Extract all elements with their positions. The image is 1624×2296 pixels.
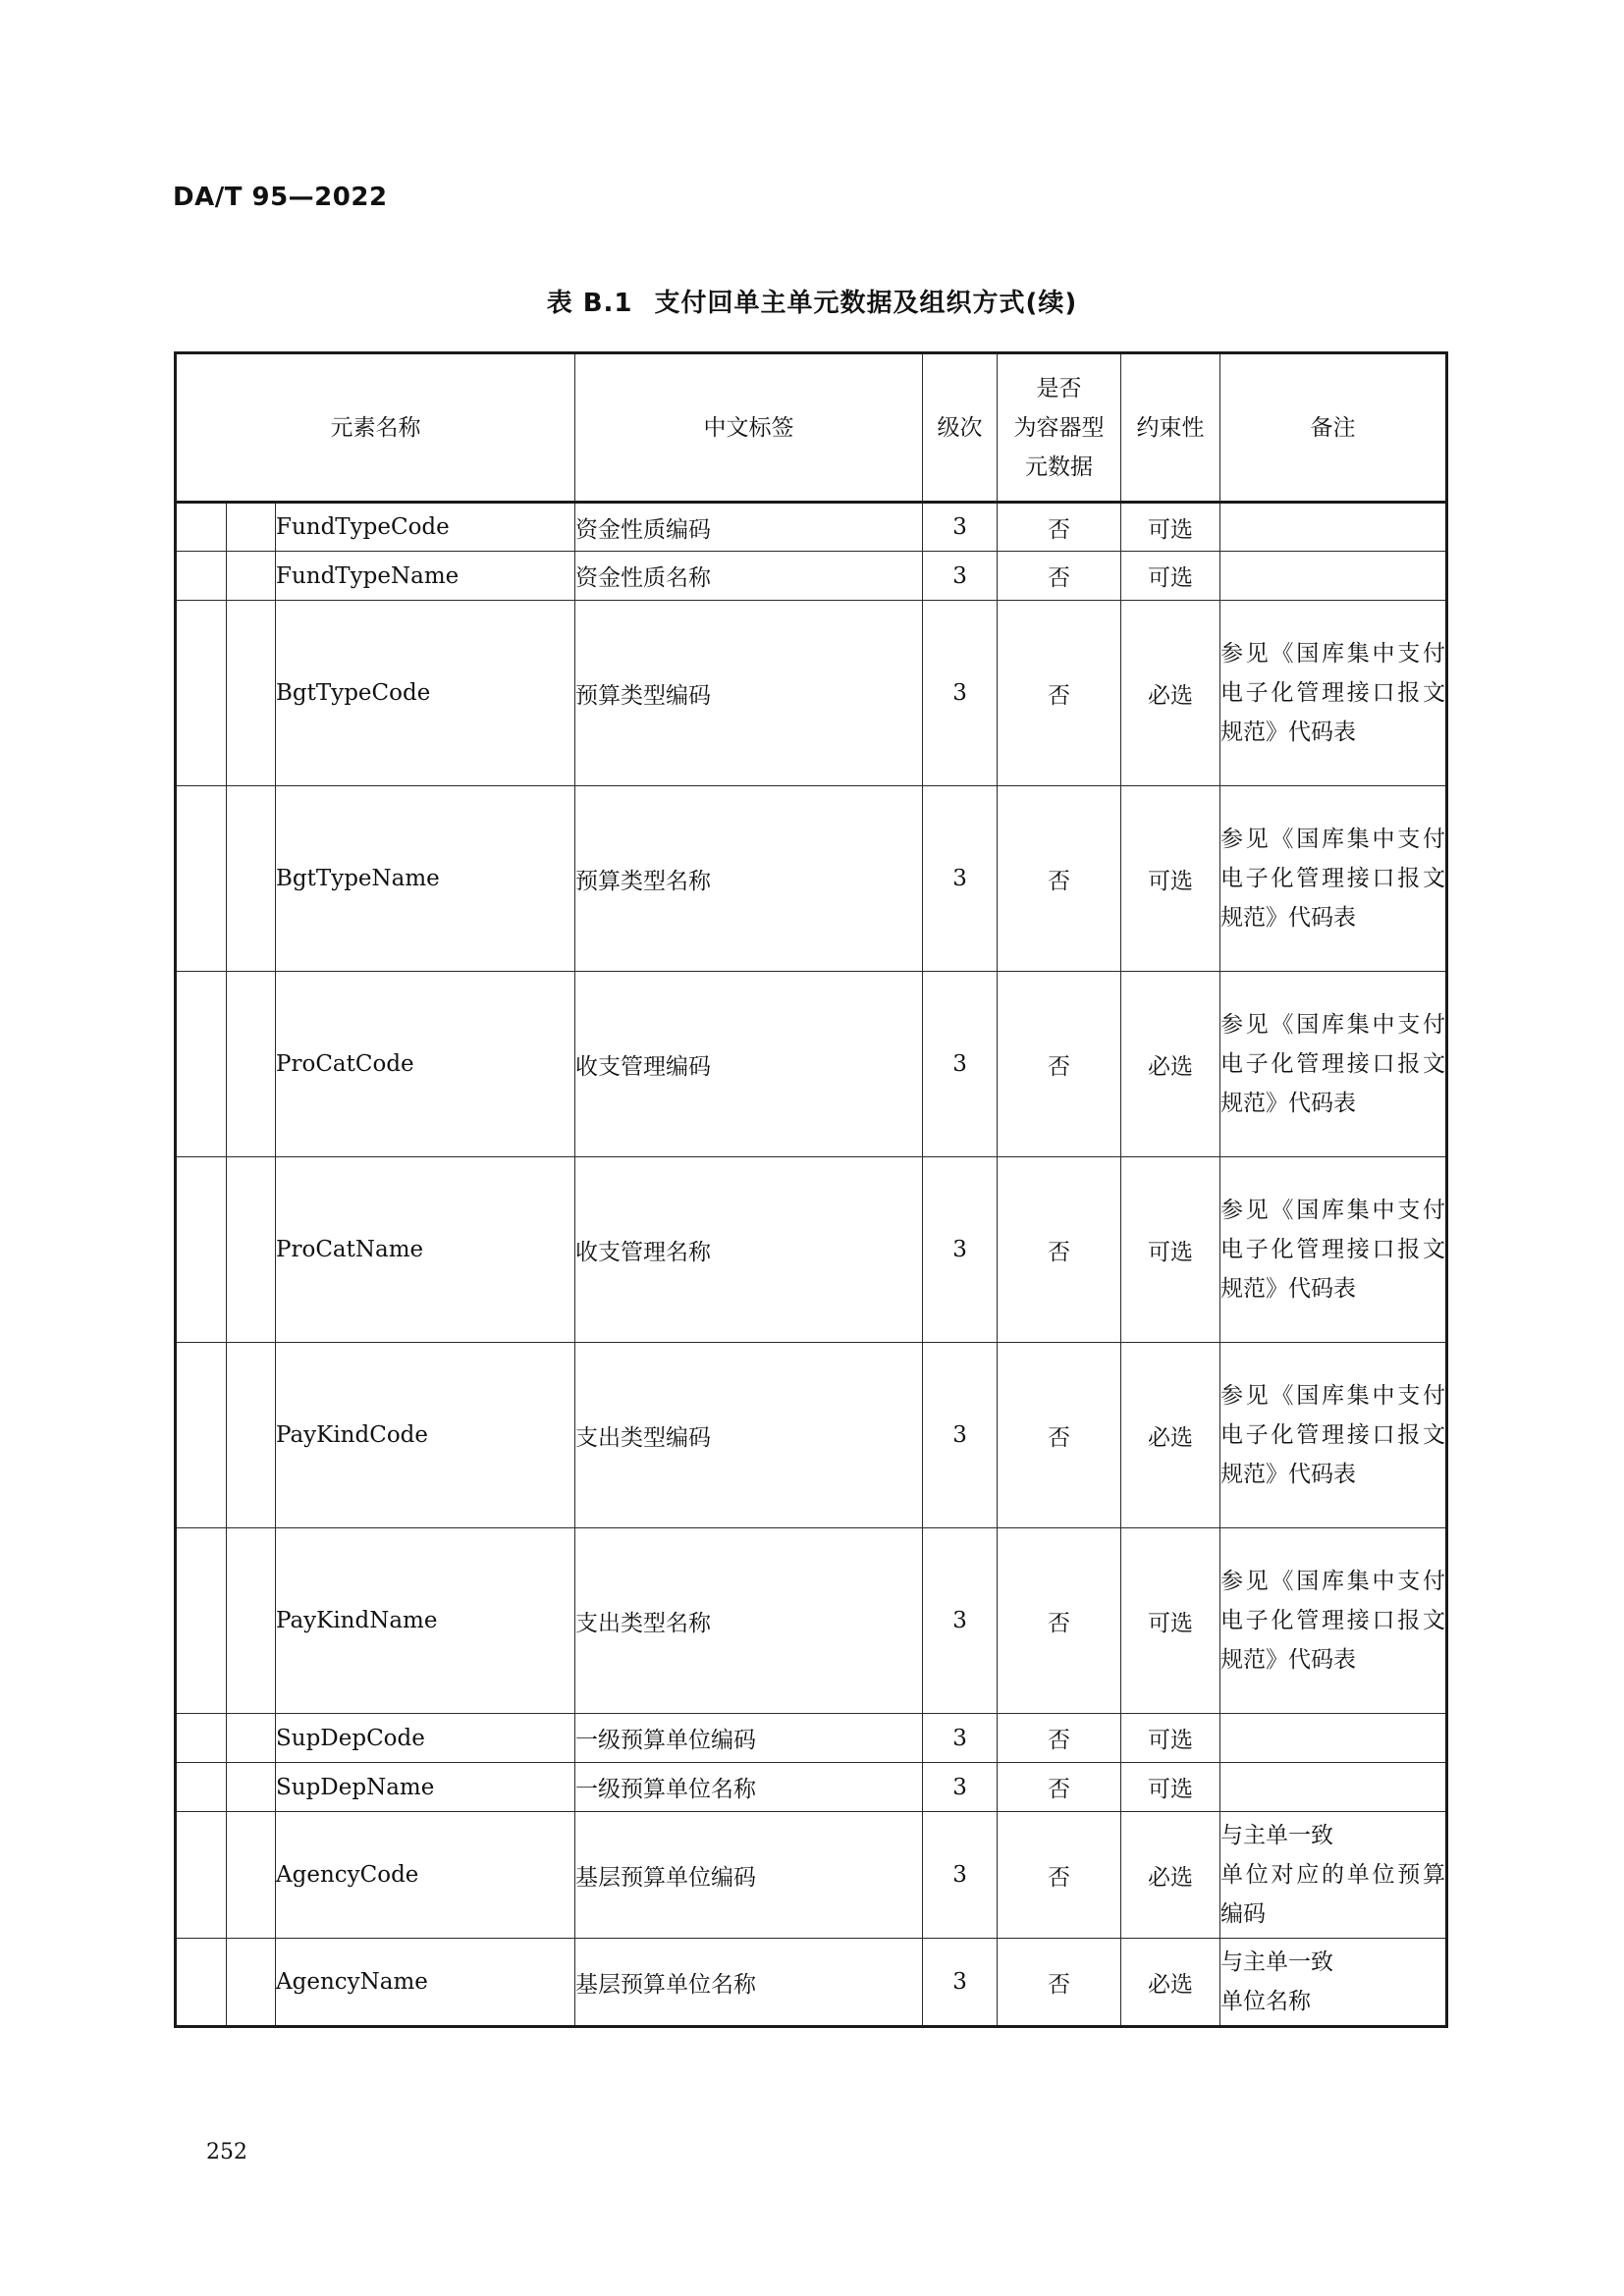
header-chinese-label: 中文标签 (575, 353, 923, 503)
header-level: 级次 (923, 353, 998, 503)
level-cell: 3 (923, 972, 998, 1157)
level-cell: 3 (923, 1812, 998, 1939)
element-name-cell: ProCatName (276, 1157, 575, 1343)
table-header-row (176, 353, 1447, 503)
constraint-cell: 可选 (1121, 552, 1220, 601)
chinese-label-cell: 一级预算单位编码 (575, 1714, 923, 1763)
indent-cell-1 (176, 601, 227, 786)
chinese-label-cell: 收支管理名称 (575, 1157, 923, 1343)
remark-cell (1220, 552, 1447, 601)
indent-cell-2 (227, 1763, 276, 1812)
level-cell: 3 (923, 786, 998, 972)
remark-cell: 参见《国库集中支付电子化管理接口报文规范》代码表 (1220, 972, 1447, 1157)
indent-cell-1 (176, 1343, 227, 1528)
metadata-table (174, 351, 1448, 2028)
indent-cell-2 (227, 1343, 276, 1528)
is-container-cell: 否 (998, 1763, 1121, 1812)
table-row (176, 601, 1447, 786)
indent-cell-1 (176, 552, 227, 601)
level-cell: 3 (923, 552, 998, 601)
remark-cell: 参见《国库集中支付电子化管理接口报文规范》代码表 (1220, 1157, 1447, 1343)
constraint-cell: 可选 (1121, 1763, 1220, 1812)
header-constraint: 约束性 (1121, 353, 1220, 503)
element-name-cell: PayKindName (276, 1528, 575, 1714)
chinese-label-cell: 一级预算单位名称 (575, 1763, 923, 1812)
is-container-cell: 否 (998, 1714, 1121, 1763)
constraint-cell: 可选 (1121, 503, 1220, 552)
table-row (176, 1528, 1447, 1714)
remark-cell (1220, 1714, 1447, 1763)
header-is-container-line1: 是否 (1036, 375, 1082, 401)
chinese-label-cell: 支出类型名称 (575, 1528, 923, 1714)
remark-cell: 参见《国库集中支付电子化管理接口报文规范》代码表 (1220, 1343, 1447, 1528)
indent-cell-2 (227, 1812, 276, 1939)
indent-cell-2 (227, 1939, 276, 2027)
constraint-cell: 可选 (1121, 786, 1220, 972)
header-is-container-line2: 为容器型 (1013, 414, 1105, 441)
remark-cell: 与主单一致 单位名称 (1220, 1939, 1447, 2027)
level-cell: 3 (923, 1157, 998, 1343)
level-cell: 3 (923, 601, 998, 786)
element-name-cell: BgtTypeName (276, 786, 575, 972)
element-name-cell: FundTypeCode (276, 503, 575, 552)
is-container-cell: 否 (998, 552, 1121, 601)
indent-cell-1 (176, 1714, 227, 1763)
constraint-cell: 必选 (1121, 1343, 1220, 1528)
header-remark: 备注 (1220, 353, 1447, 503)
is-container-cell: 否 (998, 1157, 1121, 1343)
document-code: DA/T 95—2022 (173, 183, 388, 212)
is-container-cell: 否 (998, 972, 1121, 1157)
chinese-label-cell: 预算类型名称 (575, 786, 923, 972)
indent-cell-2 (227, 1714, 276, 1763)
table-row (176, 1343, 1447, 1528)
level-cell: 3 (923, 1528, 998, 1714)
constraint-cell: 可选 (1121, 1528, 1220, 1714)
is-container-cell: 否 (998, 503, 1121, 552)
remark-cell (1220, 1763, 1447, 1812)
element-name-cell: SupDepName (276, 1763, 575, 1812)
indent-cell-2 (227, 1528, 276, 1714)
constraint-cell: 必选 (1121, 601, 1220, 786)
table-row (176, 552, 1447, 601)
element-name-cell: ProCatCode (276, 972, 575, 1157)
table-body (176, 503, 1447, 2027)
level-cell: 3 (923, 1714, 998, 1763)
constraint-cell: 可选 (1121, 1157, 1220, 1343)
table-row (176, 1714, 1447, 1763)
header-element-name: 元素名称 (176, 353, 575, 503)
indent-cell-1 (176, 503, 227, 552)
constraint-cell: 可选 (1121, 1714, 1220, 1763)
indent-cell-2 (227, 601, 276, 786)
indent-cell-2 (227, 552, 276, 601)
constraint-cell: 必选 (1121, 972, 1220, 1157)
indent-cell-2 (227, 786, 276, 972)
remark-cell (1220, 503, 1447, 552)
element-name-cell: PayKindCode (276, 1343, 575, 1528)
table-row (176, 1812, 1447, 1939)
table-row (176, 1939, 1447, 2027)
element-name-cell: AgencyCode (276, 1812, 575, 1939)
table-row (176, 1763, 1447, 1812)
indent-cell-1 (176, 1939, 227, 2027)
table-row (176, 1157, 1447, 1343)
element-name-cell: FundTypeName (276, 552, 575, 601)
is-container-cell: 否 (998, 1812, 1121, 1939)
is-container-cell: 否 (998, 1343, 1121, 1528)
indent-cell-2 (227, 503, 276, 552)
table-title (0, 283, 1624, 319)
table-row (176, 786, 1447, 972)
is-container-cell: 否 (998, 1528, 1121, 1714)
indent-cell-1 (176, 1528, 227, 1714)
indent-cell-1 (176, 1763, 227, 1812)
element-name-cell: BgtTypeCode (276, 601, 575, 786)
chinese-label-cell: 基层预算单位名称 (575, 1939, 923, 2027)
chinese-label-cell: 预算类型编码 (575, 601, 923, 786)
remark-cell: 参见《国库集中支付电子化管理接口报文规范》代码表 (1220, 1528, 1447, 1714)
remark-cell: 参见《国库集中支付电子化管理接口报文规范》代码表 (1220, 786, 1447, 972)
chinese-label-cell: 基层预算单位编码 (575, 1812, 923, 1939)
level-cell: 3 (923, 1763, 998, 1812)
remark-cell: 参见《国库集中支付电子化管理接口报文规范》代码表 (1220, 601, 1447, 786)
table-caption: 支付回单主单元数据及组织方式(续) (654, 289, 1078, 318)
indent-cell-2 (227, 1157, 276, 1343)
is-container-cell: 否 (998, 1939, 1121, 2027)
element-name-cell: SupDepCode (276, 1714, 575, 1763)
chinese-label-cell: 资金性质名称 (575, 552, 923, 601)
chinese-label-cell: 支出类型编码 (575, 1343, 923, 1528)
table-number: 表 B.1 (546, 289, 633, 318)
indent-cell-1 (176, 1812, 227, 1939)
is-container-cell: 否 (998, 786, 1121, 972)
chinese-label-cell: 资金性质编码 (575, 503, 923, 552)
level-cell: 3 (923, 1939, 998, 2027)
constraint-cell: 必选 (1121, 1939, 1220, 2027)
constraint-cell: 必选 (1121, 1812, 1220, 1939)
is-container-cell: 否 (998, 601, 1121, 786)
header-is-container (998, 353, 1121, 503)
page-number: 252 (206, 2140, 247, 2164)
chinese-label-cell: 收支管理编码 (575, 972, 923, 1157)
remark-cell: 与主单一致 单位对应的单位预算编码 (1220, 1812, 1447, 1939)
table-row (176, 503, 1447, 552)
indent-cell-1 (176, 786, 227, 972)
level-cell: 3 (923, 1343, 998, 1528)
header-is-container-line3: 元数据 (1025, 454, 1094, 480)
indent-cell-1 (176, 972, 227, 1157)
level-cell: 3 (923, 503, 998, 552)
indent-cell-1 (176, 1157, 227, 1343)
table-row (176, 972, 1447, 1157)
element-name-cell: AgencyName (276, 1939, 575, 2027)
indent-cell-2 (227, 972, 276, 1157)
